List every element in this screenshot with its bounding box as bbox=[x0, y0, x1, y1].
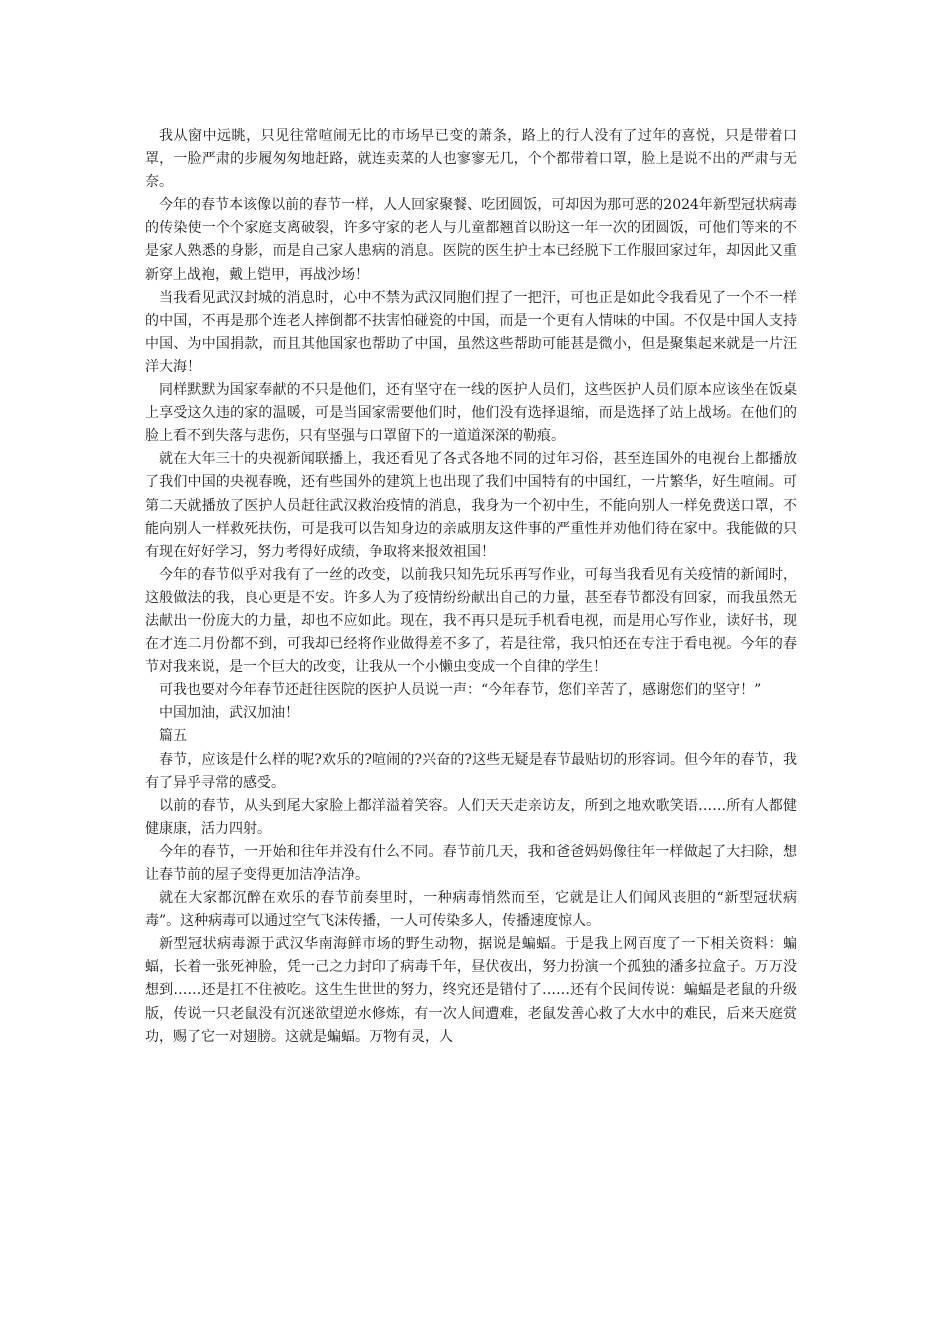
paragraph: 今年的春节本该像以前的春节一样，人人回家聚餐、吃团圆饭，可却因为那可恶的2024年新型冠状病毒的传染使一个个家庭支离破裂，许多守家的老人与儿童都翘首以盼这一年一次的团圆饭，可他们等来的不是家人熟悉的身影，而是自己家人患病的消息。医院的医生护士本已经脱下工作服回家过年，却因此又重新穿上战袍，戴上铠甲，再战沙场！ bbox=[145, 197, 797, 283]
paragraph: 当我看见武汉封城的消息时，心中不禁为武汉同胞们捏了一把汗，可也正是如此令我看见了一个不一样的中国，不再是那个连老人摔倒都不扶害怕碰瓷的中国，而是一个更有人情味的中国。不仅是中国人支持中国、为中国捐款，而且其他国家也帮助了中国，虽然这些帮助可能甚是微小，但是聚集起来就是一片汪洋大海！ bbox=[145, 289, 797, 375]
paragraph: 同样默默为国家奉献的不只是他们，还有坚守在一线的医护人员们，这些医护人员们原本应该坐在饭桌上享受这久违的家的温暖，可是当国家需要他们时，他们没有选择退缩，而是选择了站上战场。在他们的脸上看不到失落与悲伤，只有坚强与口罩留下的一道道深深的勒痕。 bbox=[145, 382, 797, 445]
paragraph: 就在大家都沉醉在欢乐的春节前奏里时，一种病毒悄然而至，它就是让人们闻风丧胆的“新型冠状病毒”。这种病毒可以通过空气飞沫传播，一人可传染多人，传播速度惊人。 bbox=[145, 890, 797, 930]
paragraph: 春节，应该是什么样的呢?欢乐的?喧闹的?兴奋的?这些无疑是春节最贴切的形容词。但今年的春节，我有了异乎寻常的感受。 bbox=[145, 751, 797, 791]
paragraph: 新型冠状病毒源于武汉华南海鲜市场的野生动物，据说是蝙蝠。于是我上网百度了一下相关资料：蝙蝠，长着一张死神脸，凭一己之力封印了病毒千年，昼伏夜出，努力扮演一个孤独的潘多拉盒子。万万没想到……还是扛不住被吃。这生生世世的努力，终究还是错付了……还有个民间传说：蝙蝠是老鼠的升级版，传说一只老鼠没有沉迷欲望逆水修炼，有一次人间遭难，老鼠发善心救了大水中的难民，后来天庭赏功，赐了它一对翅膀。这就是蝙蝠。万物有灵，人 bbox=[145, 936, 797, 1045]
paragraph: 今年的春节，一开始和往年并没有什么不同。春节前几天，我和爸爸妈妈像往年一样做起了大扫除，想让春节前的屋子变得更加洁净洁净。 bbox=[145, 843, 797, 883]
section-heading: 篇五 bbox=[159, 728, 187, 745]
paragraph: 今年的春节似乎对我有了一丝的改变，以前我只知先玩乐再写作业，可每当我看见有关疫情的新闻时，这般做法的我，良心更是不安。许多人为了疫情纷纷献出自己的力量，甚至春节都没有回家，而我虽然无法献出一份庞大的力量，却也不应如此。现在，我不再只是玩手机看电视，而是用心写作业，读好书，现在才连二月份都不到，可我却已经将作业做得差不多了，若是往常，我只怕还在专注于看电视。今年的春节对我来说，是一个巨大的改变，让我从一个小懒虫变成一个自律的学生！ bbox=[145, 566, 797, 676]
paragraph: 中国加油，武汉加油！ bbox=[159, 705, 299, 722]
paragraph: 可我也要对今年春节还赶往医院的医护人员说一声：“今年春节，您们辛苦了，感谢您们的坚守！” bbox=[159, 682, 762, 699]
paragraph: 以前的春节，从头到尾大家脸上都洋溢着笑容。人们天天走亲访友，所到之地欢歌笑语……所有人都健健康康，活力四射。 bbox=[145, 797, 797, 837]
document-page bbox=[145, 125, 797, 1049]
paragraph: 就在大年三十的央视新闻联播上，我还看见了各式各地不同的过年习俗，甚至连国外的电视台上都播放了我们中国的央视春晚，还有些国外的建筑上也出现了我们中国特有的中国红，一片繁华，好生喧闹。可第二天就播放了医护人员赶往武汉救治疫情的消息，我身为一个初中生，不能向别人一样免费送口罩，不能向别人一样救死扶伤，可是我可以告知身边的亲戚朋友这件事的严重性并劝他们待在家中。我能做的只有现在好好学习，努力考得好成绩，争取将来报效祖国！ bbox=[145, 451, 797, 560]
paragraph: 我从窗中远眺，只见往常喧闹无比的市场早已变的萧条，路上的行人没有了过年的喜悦，只是带着口罩，一脸严肃的步履匆匆地赶路，就连卖菜的人也寥寥无几，个个都带着口罩，脸上是说不出的严肃与无奈。 bbox=[145, 128, 797, 191]
